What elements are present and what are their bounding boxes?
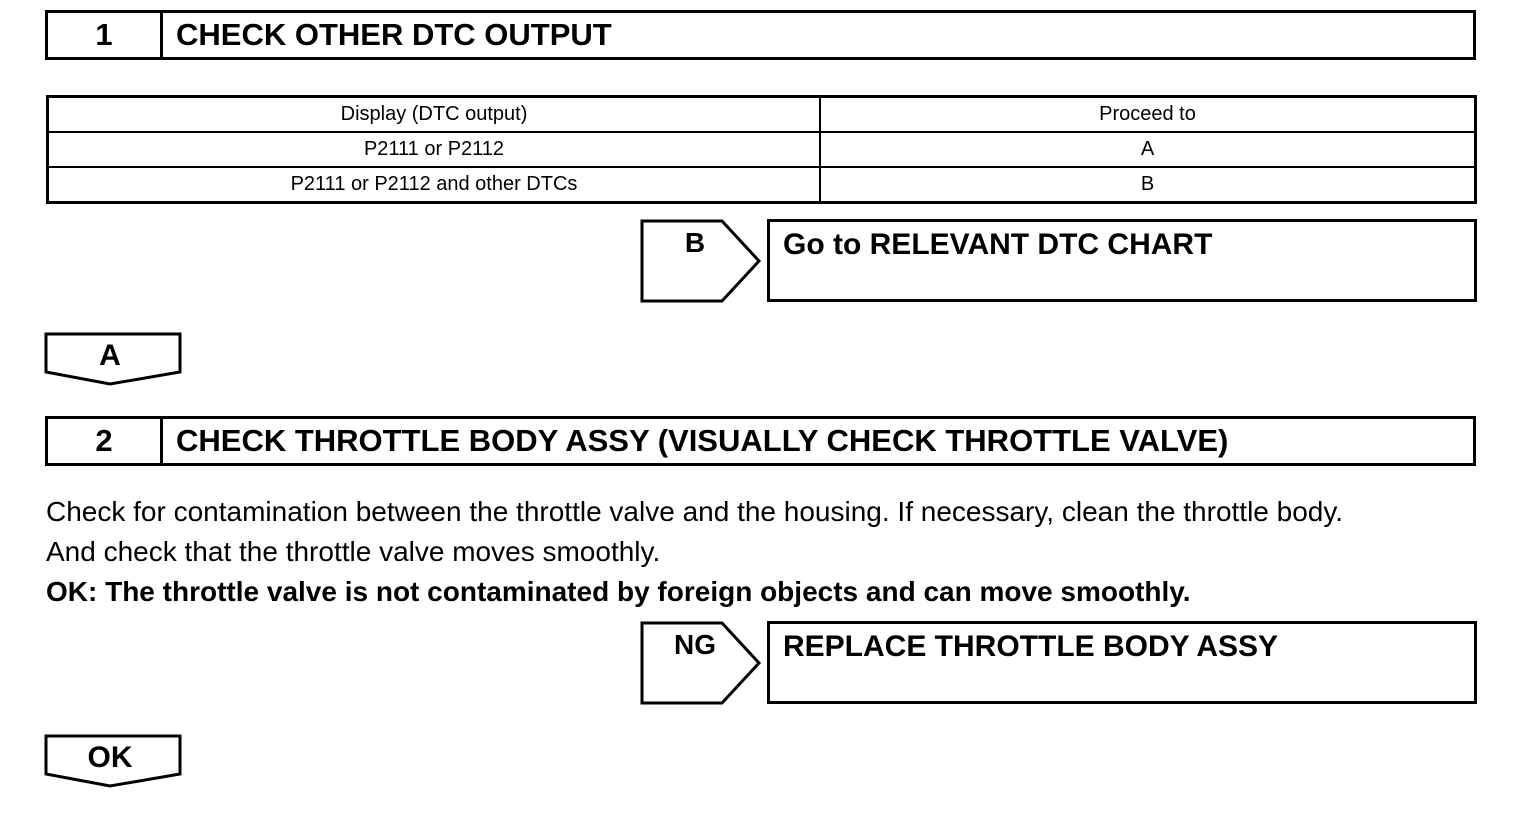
branch-ng-result-box <box>767 621 1477 704</box>
column-header-proceed-to: Proceed to <box>820 97 1476 133</box>
table-row <box>48 167 1476 203</box>
branch-b-label: B <box>684 227 706 258</box>
step-1-header <box>45 10 1476 60</box>
table-cell-proceed-to: A <box>820 132 1476 167</box>
branch-b-result-text: Go to RELEVANT DTC CHART <box>783 228 1213 261</box>
column-header-display: Display (DTC output) <box>48 97 821 133</box>
branch-ng-arrow <box>640 621 762 705</box>
step-1-title: CHECK OTHER DTC OUTPUT <box>176 17 612 52</box>
table-header-row <box>48 97 1476 133</box>
step-1-number: 1 <box>48 13 163 57</box>
table-cell-proceed-to: B <box>820 167 1476 203</box>
branch-a-down-arrow <box>44 332 182 386</box>
branch-ok-down-arrow <box>44 734 182 788</box>
branch-ng-label: NG <box>674 629 716 660</box>
dtc-output-table <box>46 95 1477 204</box>
branch-ok-label: OK <box>87 741 133 774</box>
branch-ng-result-text: REPLACE THROTTLE BODY ASSY <box>783 630 1279 663</box>
branch-a-label: A <box>99 339 121 372</box>
table-cell-display: P2111 or P2112 and other DTCs <box>48 167 821 203</box>
step-2-title: CHECK THROTTLE BODY ASSY (VISUALLY CHECK THROTTLE VALVE) <box>176 423 1229 458</box>
table-cell-display: P2111 or P2112 <box>48 132 821 167</box>
step-2-instruction-line-2: And check that the throttle valve moves smoothly. <box>46 536 661 567</box>
step-2-ok-criteria: OK: The throttle valve is not contaminated by foreign objects and can move smoothly. <box>46 576 1191 607</box>
step-2-number: 2 <box>48 419 163 463</box>
branch-b-arrow <box>640 219 762 303</box>
step-2-instruction-line-1: Check for contamination between the throttle valve and the housing. If necessary, clean the throttle body. <box>46 496 1344 527</box>
branch-b-result-box <box>767 219 1477 302</box>
table-row <box>48 132 1476 167</box>
step-2-header <box>45 416 1476 466</box>
